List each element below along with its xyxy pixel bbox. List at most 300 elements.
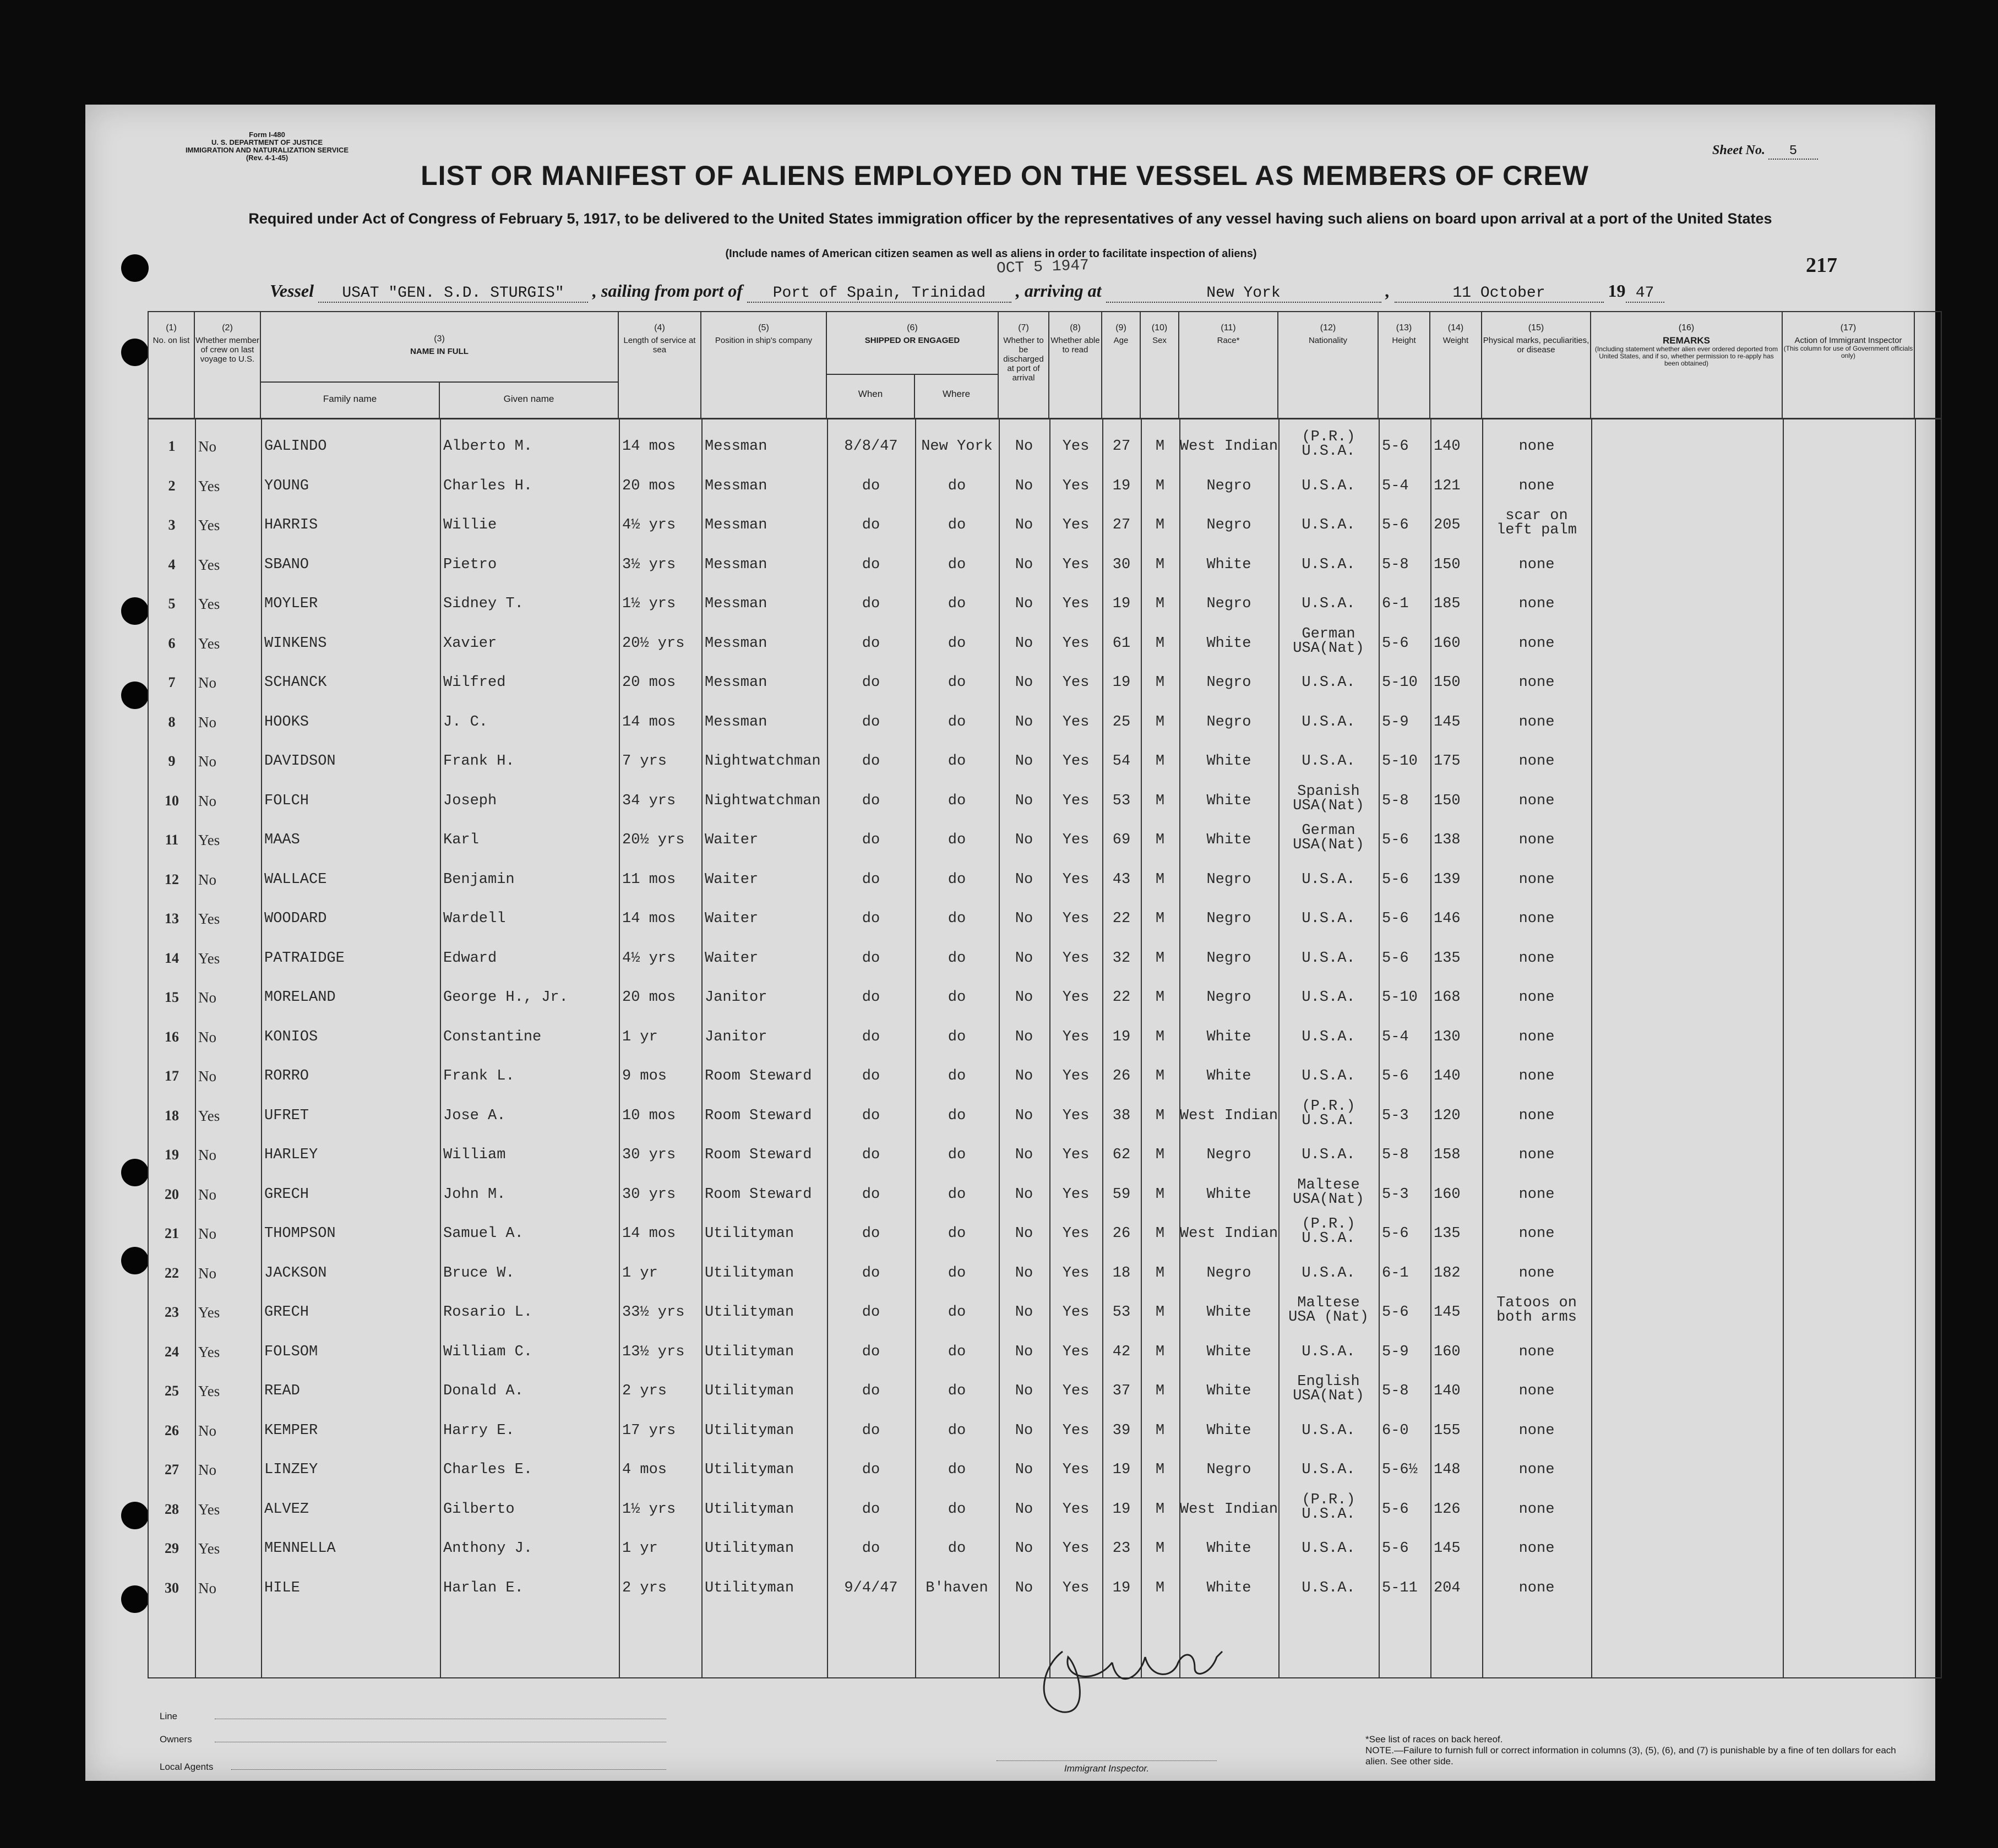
table-row: [149, 782, 1916, 820]
cell-position: Utilityman: [705, 1383, 794, 1399]
port-of-arrival: New York: [1106, 285, 1381, 303]
cell-when: do: [862, 517, 880, 533]
cell-family: MORELAND: [264, 989, 336, 1006]
col-header-when: When: [827, 374, 915, 418]
cell-height: 5-8: [1382, 556, 1409, 573]
cell-family: LINZEY: [264, 1462, 318, 1478]
cell-height: 5-6: [1382, 517, 1409, 533]
cell-weight: 150: [1434, 556, 1461, 573]
cell-weight: 126: [1434, 1501, 1461, 1518]
cell-weight: 145: [1434, 1304, 1461, 1321]
cell-no: 16: [165, 1028, 179, 1045]
footer-agents-label: Local Agents: [160, 1762, 213, 1773]
cell-sex: M: [1155, 1501, 1165, 1518]
cell-read: Yes: [1062, 1107, 1090, 1124]
cell-race: White: [1206, 832, 1251, 848]
cell-weight: 185: [1434, 596, 1461, 612]
col-header-nationality: (12) Nationality: [1278, 312, 1379, 418]
table-row: [149, 979, 1916, 1016]
cell-nat: (P.R.) U.S.A.: [1302, 1491, 1355, 1523]
cell-family: HARLEY: [264, 1147, 318, 1163]
cell-nat: Maltese USA (Nat): [1288, 1295, 1369, 1326]
col-header-weight: (14) Weight: [1430, 312, 1482, 418]
cell-height: 5-6: [1382, 438, 1409, 455]
cell-sex: M: [1155, 871, 1165, 888]
cell-position: Messman: [705, 477, 767, 494]
cell-race: Negro: [1206, 989, 1251, 1006]
col-header-family-name: Family name: [261, 381, 440, 418]
cell-service: 2 yrs: [622, 1579, 667, 1596]
cell-read: Yes: [1062, 832, 1090, 848]
cell-weight: 130: [1434, 1028, 1461, 1045]
cell-weight: 140: [1434, 1383, 1461, 1399]
form-identifier: Form I-480 U. S. DEPARTMENT OF JUSTICE IMMIGRATION AND NATURALIZATION SERVICE (Rev. 4-1-45): [185, 130, 349, 162]
cell-marks: Tatoos on both arms: [1496, 1295, 1577, 1326]
cell-given: William C.: [443, 1343, 533, 1360]
table-row: [149, 1451, 1916, 1489]
cell-no: 11: [165, 832, 179, 848]
cell-given: John M.: [443, 1186, 506, 1203]
cell-read: Yes: [1062, 792, 1090, 809]
cell-position: Janitor: [705, 1028, 767, 1045]
cell-where: do: [948, 517, 966, 533]
cell-when: do: [862, 1343, 880, 1360]
cell-nat: U.S.A.: [1302, 1068, 1355, 1084]
cell-sex: M: [1155, 713, 1165, 731]
cell-discharge: No: [1015, 1068, 1033, 1084]
cell-prev: Yes: [198, 950, 220, 967]
cell-family: RORRO: [264, 1068, 309, 1084]
cell-prev: Yes: [198, 832, 220, 848]
col-header-given-name: Given name: [440, 381, 619, 418]
cell-weight: 146: [1434, 911, 1461, 927]
cell-marks: none: [1518, 1264, 1555, 1282]
cell-sex: M: [1155, 1264, 1165, 1282]
cell-service: 4½ yrs: [622, 950, 676, 967]
cell-where: do: [948, 556, 966, 573]
table-row: [149, 1215, 1916, 1252]
table-row: [149, 821, 1916, 859]
cell-age: 38: [1112, 1107, 1131, 1124]
cell-race: Negro: [1206, 477, 1251, 494]
col-header-discharge: (7) Whether to be discharged at port of arrival: [999, 312, 1049, 418]
cell-where: do: [948, 1147, 966, 1163]
cell-weight: 121: [1434, 477, 1461, 494]
cell-no: 4: [168, 556, 176, 573]
cell-where: do: [948, 674, 966, 691]
cell-nat: U.S.A.: [1302, 753, 1355, 770]
cell-given: Wardell: [443, 911, 506, 927]
cell-position: Messman: [705, 596, 767, 612]
cell-discharge: No: [1015, 832, 1033, 848]
cell-where: do: [948, 1304, 966, 1321]
cell-discharge: No: [1015, 477, 1033, 494]
cell-discharge: No: [1015, 1225, 1033, 1242]
cell-given: Harry E.: [443, 1422, 515, 1439]
punch-hole: [121, 254, 149, 282]
cell-sex: M: [1155, 950, 1165, 967]
table-row: [149, 428, 1916, 465]
cell-weight: 155: [1434, 1422, 1461, 1439]
cell-when: do: [862, 1383, 880, 1399]
cell-read: Yes: [1062, 1343, 1090, 1360]
cell-service: 34 yrs: [622, 792, 676, 809]
cell-nat: Spanish USA(Nat): [1293, 783, 1364, 814]
cell-no: 10: [165, 792, 179, 809]
cell-nat: German USA(Nat): [1293, 625, 1364, 657]
table-row: [149, 743, 1916, 780]
cell-race: Negro: [1206, 1147, 1251, 1163]
table-row: [149, 1176, 1916, 1213]
cell-sex: M: [1155, 477, 1165, 494]
cell-height: 5-10: [1382, 989, 1418, 1006]
footer-notes: *See list of races on back hereof. NOTE.—Failure to furnish full or correct information in columns (3), (5), (6), and (7) is punishable by a fine of ten dollars for each alien. See other side.: [1365, 1734, 1896, 1767]
cell-weight: 145: [1434, 713, 1461, 731]
table-row: [149, 1372, 1916, 1410]
cell-read: Yes: [1062, 556, 1090, 573]
cell-given: Charles E.: [443, 1462, 533, 1478]
cell-age: 19: [1112, 674, 1131, 691]
cell-discharge: No: [1015, 1422, 1033, 1439]
cell-when: do: [862, 792, 880, 809]
cell-where: do: [948, 832, 966, 848]
cell-height: 5-6: [1382, 635, 1409, 652]
cell-race: White: [1206, 1343, 1251, 1360]
table-row: [149, 940, 1916, 977]
cell-nat: U.S.A.: [1302, 713, 1355, 731]
cell-family: GALINDO: [264, 438, 327, 455]
cell-where: do: [948, 713, 966, 731]
cell-discharge: No: [1015, 1501, 1033, 1518]
cell-service: 30 yrs: [622, 1186, 676, 1203]
cell-weight: 204: [1434, 1579, 1461, 1596]
cell-position: Utilityman: [705, 1422, 794, 1439]
cell-no: 26: [165, 1422, 179, 1438]
cell-height: 5-6: [1382, 1540, 1409, 1557]
cell-marks: none: [1518, 713, 1555, 731]
table-row: [149, 1136, 1916, 1174]
cell-discharge: No: [1015, 1304, 1033, 1321]
cell-marks: none: [1518, 1383, 1555, 1399]
cell-prev: Yes: [198, 596, 220, 612]
cell-race: West Indian: [1179, 1225, 1278, 1242]
cell-discharge: No: [1015, 792, 1033, 809]
cell-race: Negro: [1206, 950, 1251, 967]
cell-nat: (P.R.) U.S.A.: [1302, 1216, 1355, 1247]
cell-given: Anthony J.: [443, 1540, 533, 1557]
cell-when: do: [862, 1264, 880, 1282]
cell-weight: 120: [1434, 1107, 1461, 1124]
cell-sex: M: [1155, 596, 1165, 612]
cell-nat: U.S.A.: [1302, 1147, 1355, 1163]
cell-position: Utilityman: [705, 1264, 794, 1282]
cell-service: 14 mos: [622, 1225, 676, 1242]
cell-weight: 158: [1434, 1147, 1461, 1163]
cell-service: 20½ yrs: [622, 832, 685, 848]
cell-given: Frank H.: [443, 753, 515, 770]
cell-age: 22: [1112, 989, 1131, 1006]
cell-height: 6-1: [1382, 596, 1409, 612]
cell-race: West Indian: [1179, 1107, 1278, 1124]
cell-sex: M: [1155, 1068, 1165, 1084]
cell-sex: M: [1155, 1304, 1165, 1321]
col-header-height: (13) Height: [1379, 312, 1430, 418]
cell-prev: No: [198, 1068, 216, 1084]
cell-nat: U.S.A.: [1302, 871, 1355, 888]
cell-when: do: [862, 1068, 880, 1084]
cell-position: Janitor: [705, 989, 767, 1006]
cell-read: Yes: [1062, 950, 1090, 967]
cell-weight: 168: [1434, 989, 1461, 1006]
cell-no: 14: [165, 950, 179, 966]
cell-position: Messman: [705, 713, 767, 731]
cell-service: 20 mos: [622, 477, 676, 494]
cell-nat: U.S.A.: [1302, 556, 1355, 573]
cell-nat: U.S.A.: [1302, 1579, 1355, 1596]
cell-no: 5: [168, 596, 176, 612]
cell-given: J. C.: [443, 713, 488, 731]
cell-marks: none: [1518, 596, 1555, 612]
cell-marks: none: [1518, 871, 1555, 888]
cell-marks: none: [1518, 1343, 1555, 1360]
cell-where: do: [948, 792, 966, 809]
cell-discharge: No: [1015, 753, 1033, 770]
cell-family: WOODARD: [264, 911, 327, 927]
cell-race: White: [1206, 1304, 1251, 1321]
cell-marks: none: [1518, 1540, 1555, 1557]
cell-position: Utilityman: [705, 1304, 794, 1321]
cell-no: 21: [165, 1225, 179, 1241]
inspector-signature: [1030, 1618, 1261, 1729]
cell-height: 5-6: [1382, 1304, 1409, 1321]
cell-marks: none: [1518, 1225, 1555, 1242]
cell-no: 30: [165, 1579, 179, 1596]
cell-height: 5-6: [1382, 911, 1409, 927]
cell-age: 43: [1112, 871, 1131, 888]
cell-where: do: [948, 989, 966, 1006]
cell-weight: 135: [1434, 1225, 1461, 1242]
cell-service: 4 mos: [622, 1462, 667, 1478]
cell-prev: Yes: [198, 477, 220, 494]
cell-given: Wilfred: [443, 674, 506, 691]
cell-given: Xavier: [443, 635, 497, 652]
cell-weight: 150: [1434, 792, 1461, 809]
cell-service: 14 mos: [622, 713, 676, 731]
cell-nat: U.S.A.: [1302, 911, 1355, 927]
cell-where: do: [948, 1501, 966, 1518]
cell-when: 9/4/47: [844, 1579, 898, 1596]
table-row: [149, 467, 1916, 505]
cell-age: 61: [1112, 635, 1131, 652]
cell-height: 5-4: [1382, 477, 1409, 494]
cell-no: 9: [168, 753, 176, 769]
cell-height: 5-8: [1382, 792, 1409, 809]
table-row: [149, 1097, 1916, 1135]
cell-sex: M: [1155, 1540, 1165, 1557]
col-header-name: (3) NAME IN FULL: [261, 312, 619, 418]
cell-family: WINKENS: [264, 635, 327, 652]
cell-age: 30: [1112, 556, 1131, 573]
cell-where: do: [948, 1264, 966, 1282]
cell-read: Yes: [1062, 1579, 1090, 1596]
col-header-sex: (10) Sex: [1141, 312, 1179, 418]
cell-read: Yes: [1062, 713, 1090, 731]
cell-nat: U.S.A.: [1302, 1422, 1355, 1439]
cell-nat: English USA(Nat): [1293, 1373, 1364, 1404]
table-row: [149, 1491, 1916, 1528]
cell-marks: none: [1518, 1579, 1555, 1596]
cell-family: GRECH: [264, 1304, 309, 1321]
cell-position: Messman: [705, 438, 767, 455]
cell-given: Alberto M.: [443, 438, 533, 455]
table-row: [149, 506, 1916, 544]
cell-height: 5-10: [1382, 674, 1418, 691]
cell-discharge: No: [1015, 556, 1033, 573]
vessel-line: Vessel USAT "GEN. S.D. STURGIS" , sailing from port of Port of Spain, Trinidad , arriving at New York , 11 October 19 47: [270, 281, 1811, 303]
cell-family: THOMPSON: [264, 1225, 336, 1242]
cell-nat: U.S.A.: [1302, 950, 1355, 967]
cell-read: Yes: [1062, 1422, 1090, 1439]
cell-marks: none: [1518, 1186, 1555, 1203]
cell-sex: M: [1155, 1462, 1165, 1478]
cell-age: 26: [1112, 1225, 1131, 1242]
cell-position: Messman: [705, 517, 767, 533]
cell-service: 9 mos: [622, 1068, 667, 1084]
cell-height: 6-0: [1382, 1422, 1409, 1439]
table-row: [149, 1255, 1916, 1292]
cell-marks: none: [1518, 792, 1555, 809]
cell-weight: 182: [1434, 1264, 1461, 1282]
cell-weight: 148: [1434, 1462, 1461, 1478]
cell-nat: German USA(Nat): [1293, 822, 1364, 853]
cell-prev: No: [198, 1462, 216, 1478]
col-header-physical-marks: (15) Physical marks, peculiarities, or disease: [1482, 312, 1591, 418]
cell-where: do: [948, 871, 966, 888]
cell-read: Yes: [1062, 1462, 1090, 1478]
cell-marks: none: [1518, 950, 1555, 967]
cell-weight: 160: [1434, 1186, 1461, 1203]
cell-height: 5-4: [1382, 1028, 1409, 1045]
cell-age: 37: [1112, 1383, 1131, 1399]
cell-marks: none: [1518, 989, 1555, 1006]
cell-nat: U.S.A.: [1302, 596, 1355, 612]
cell-sex: M: [1155, 1225, 1165, 1242]
cell-race: White: [1206, 792, 1251, 809]
cell-position: Waiter: [705, 871, 759, 888]
cell-where: do: [948, 477, 966, 494]
cell-race: Negro: [1206, 596, 1251, 612]
cell-race: White: [1206, 1579, 1251, 1596]
cell-marks: scar on left palm: [1496, 508, 1577, 538]
cell-service: 1 yr: [622, 1028, 658, 1045]
cell-read: Yes: [1062, 635, 1090, 652]
cell-service: 4½ yrs: [622, 517, 676, 533]
cell-position: Waiter: [705, 832, 759, 848]
cell-height: 5-6: [1382, 832, 1409, 848]
cell-discharge: No: [1015, 1147, 1033, 1163]
cell-no: 19: [165, 1147, 179, 1163]
cell-race: White: [1206, 635, 1251, 652]
col-header-read: (8) Whether able to read: [1049, 312, 1102, 418]
cell-read: Yes: [1062, 477, 1090, 494]
immigrant-inspector-label: Immigrant Inspector.: [997, 1760, 1217, 1774]
cell-age: 25: [1112, 713, 1131, 731]
cell-family: KEMPER: [264, 1422, 318, 1439]
cell-prev: No: [198, 1422, 216, 1439]
cell-sex: M: [1155, 635, 1165, 652]
cell-family: SBANO: [264, 556, 309, 573]
cell-when: do: [862, 477, 880, 494]
cell-marks: none: [1518, 674, 1555, 691]
header-divider: [149, 418, 1941, 419]
table-row: [149, 664, 1916, 701]
cell-read: Yes: [1062, 911, 1090, 927]
footer-owners-label: Owners: [160, 1734, 192, 1745]
cell-position: Utilityman: [705, 1225, 794, 1242]
cell-family: MOYLER: [264, 596, 318, 612]
cell-prev: No: [198, 1028, 216, 1045]
cell-marks: none: [1518, 753, 1555, 770]
punch-hole: [121, 1585, 149, 1613]
cell-height: 5-6: [1382, 871, 1409, 888]
cell-height: 5-8: [1382, 1147, 1409, 1163]
cell-race: White: [1206, 1068, 1251, 1084]
cell-marks: none: [1518, 556, 1555, 573]
cell-nat: U.S.A.: [1302, 674, 1355, 691]
cell-height: 5-9: [1382, 1343, 1409, 1360]
cell-nat: (P.R.) U.S.A.: [1302, 429, 1355, 460]
cell-sex: M: [1155, 1107, 1165, 1124]
cell-prev: Yes: [198, 1343, 220, 1360]
cell-sex: M: [1155, 517, 1165, 533]
cell-when: do: [862, 556, 880, 573]
cell-prev: No: [198, 1264, 216, 1282]
cell-marks: none: [1518, 1462, 1555, 1478]
cell-no: 20: [165, 1186, 179, 1202]
cell-height: 6-1: [1382, 1264, 1409, 1282]
cell-when: do: [862, 989, 880, 1006]
cell-service: 10 mos: [622, 1107, 676, 1124]
cell-prev: Yes: [198, 517, 220, 533]
cell-discharge: No: [1015, 871, 1033, 888]
cell-service: 2 yrs: [622, 1383, 667, 1399]
cell-race: White: [1206, 556, 1251, 573]
cell-sex: M: [1155, 1147, 1165, 1163]
cell-marks: none: [1518, 1422, 1555, 1439]
cell-weight: 140: [1434, 1068, 1461, 1084]
cell-given: George H., Jr.: [443, 989, 568, 1006]
cell-when: do: [862, 1462, 880, 1478]
table-row: [149, 900, 1916, 937]
cell-sex: M: [1155, 1343, 1165, 1360]
cell-discharge: No: [1015, 1186, 1033, 1203]
cell-given: Jose A.: [443, 1107, 506, 1124]
cell-nat: U.S.A.: [1302, 1462, 1355, 1478]
cell-race: White: [1206, 1383, 1251, 1399]
cell-height: 5-3: [1382, 1107, 1409, 1124]
cell-nat: U.S.A.: [1302, 477, 1355, 494]
cell-family: HOOKS: [264, 713, 309, 731]
cell-given: William: [443, 1147, 506, 1163]
cell-read: Yes: [1062, 1501, 1090, 1518]
cell-height: 5-6½: [1382, 1462, 1418, 1478]
cell-discharge: No: [1015, 950, 1033, 967]
cell-read: Yes: [1062, 438, 1090, 455]
cell-read: Yes: [1062, 1264, 1090, 1282]
cell-read: Yes: [1062, 1225, 1090, 1242]
cell-service: 14 mos: [622, 911, 676, 927]
cell-where: B'haven: [925, 1579, 988, 1596]
